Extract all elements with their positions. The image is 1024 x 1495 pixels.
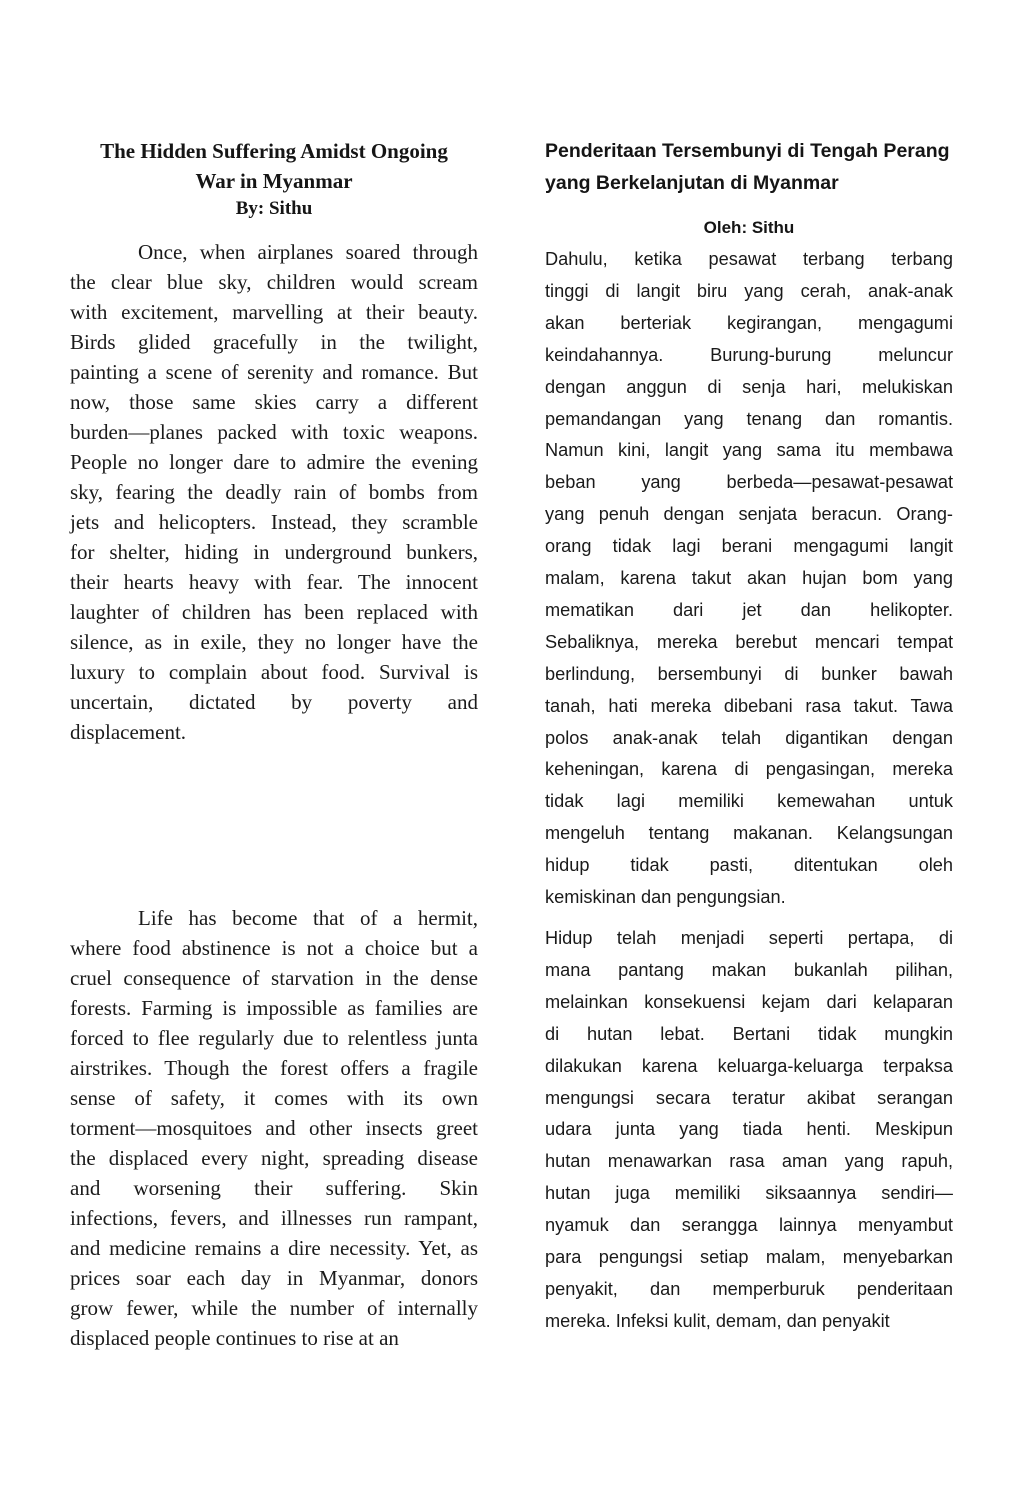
english-title-line-1: The Hidden Suffering Amidst Ongoing bbox=[100, 139, 448, 163]
text-line: beban yang berbeda—pesawat-pesawat bbox=[545, 472, 953, 493]
indonesian-title-line-1: Penderitaan Tersembunyi di Tengah Perang bbox=[545, 140, 950, 162]
text-line: now, those same skies carry a different bbox=[70, 390, 478, 414]
text-line: infections, fevers, and illnesses run rampant, bbox=[70, 1206, 478, 1230]
text-line: People no longer dare to admire the evening bbox=[70, 450, 478, 474]
text-line: pemandangan yang tenang dan romantis. bbox=[545, 408, 953, 429]
text-line: laughter of children has been replaced with bbox=[70, 600, 478, 624]
text-line: hutan juga memiliki siksaannya sendiri— bbox=[545, 1183, 953, 1204]
text-line: orang tidak lagi berani mengagumi langit bbox=[545, 536, 953, 557]
text-line: with excitement, marvelling at their beauty. bbox=[70, 300, 478, 324]
text-line: akan berteriak kegirangan, mengagumi bbox=[545, 312, 953, 333]
text-line: and worsening their suffering. Skin bbox=[70, 1176, 478, 1200]
english-byline: By: Sithu bbox=[235, 198, 313, 219]
text-line: nyamuk dan serangga lainnya menyambut bbox=[545, 1215, 953, 1236]
text-line: Dahulu, ketika pesawat terbang terbang bbox=[545, 249, 953, 269]
text-line: yang penuh dengan senjata beracun. Orang- bbox=[545, 504, 953, 525]
text-line: Life has become that of a hermit, bbox=[138, 906, 478, 930]
text-line: Birds glided gracefully in the twilight, bbox=[70, 330, 478, 354]
text-line: and medicine remains a dire necessity. Yet, as bbox=[70, 1236, 478, 1260]
text-line: hutan menawarkan rasa aman yang rapuh, bbox=[545, 1151, 953, 1172]
text-line: silence, as in exile, they no longer have the bbox=[70, 630, 478, 654]
text-line: Namun kini, langit yang sama itu membawa bbox=[545, 440, 953, 461]
text-line: displacement. bbox=[70, 720, 187, 744]
text-line: luxury to complain about food. Survival is bbox=[70, 660, 478, 684]
text-line: mengeluh tentang makanan. Kelangsungan bbox=[545, 823, 953, 844]
text-line: displaced people continues to rise at an bbox=[70, 1326, 399, 1350]
text-line: forests. Farming is impossible as families are bbox=[70, 996, 478, 1020]
text-line: udara junta yang tiada henti. Meskipun bbox=[545, 1119, 953, 1140]
text-line: their hearts heavy with fear. The innocent bbox=[70, 570, 478, 594]
text-line: grow fewer, while the number of internally bbox=[70, 1296, 478, 1320]
text-line: para pengungsi setiap malam, menyebarkan bbox=[545, 1247, 953, 1267]
text-line: malam, karena takut akan hujan bom yang bbox=[545, 568, 953, 588]
text-line: keindahannya. Burung-burung meluncur bbox=[545, 344, 953, 365]
english-title-line-2: War in Myanmar bbox=[195, 169, 353, 193]
text-line: the displaced every night, spreading disease bbox=[70, 1146, 478, 1170]
indonesian-title-line-2: yang Berkelanjutan di Myanmar bbox=[545, 172, 839, 194]
text-line: Hidup telah menjadi seperti pertapa, di bbox=[545, 928, 953, 948]
text-line: dengan anggun di senja hari, melukiskan bbox=[545, 376, 953, 397]
text-line: di hutan lebat. Bertani tidak mungkin bbox=[545, 1023, 953, 1044]
text-line: mematikan dari jet dan helikopter. bbox=[545, 599, 953, 620]
text-line: uncertain, dictated by poverty and bbox=[70, 690, 478, 714]
text-line: tidak lagi memiliki kemewahan untuk bbox=[545, 791, 953, 812]
text-line: jets and helicopters. Instead, they scramble bbox=[70, 510, 478, 534]
text-line: the clear blue sky, children would scream bbox=[70, 270, 478, 294]
text-line: penyakit, dan memperburuk penderitaan bbox=[545, 1278, 953, 1299]
text-line: dilakukan karena keluarga-keluarga terpaksa bbox=[545, 1055, 953, 1076]
text-line: Sebaliknya, mereka berebut mencari tempat bbox=[545, 631, 953, 652]
text-line: berlindung, bersembunyi di bunker bawah bbox=[545, 663, 953, 684]
text-line: melainkan konsekuensi kejam dari kelaparan bbox=[545, 991, 953, 1012]
text-line: mengungsi secara teratur akibat serangan bbox=[545, 1087, 953, 1108]
text-line: painting a scene of serenity and romance. But bbox=[70, 360, 478, 384]
text-line: for shelter, hiding in underground bunkers, bbox=[70, 540, 478, 564]
text-line: kemiskinan dan pengungsian. bbox=[545, 887, 786, 907]
text-line: keheningan, karena di pengasingan, mereka bbox=[545, 759, 953, 780]
text-line: sense of safety, it comes with its own bbox=[70, 1086, 478, 1110]
text-line: burden—planes packed with toxic weapons. bbox=[70, 420, 478, 444]
text-line: polos anak-anak telah digantikan dengan bbox=[545, 727, 953, 748]
text-line: mereka. Infeksi kulit, demam, dan penyakit bbox=[545, 1310, 890, 1331]
text-line: airstrikes. Though the forest offers a fragile bbox=[70, 1056, 478, 1080]
text-line: prices soar each day in Myanmar, donors bbox=[70, 1266, 478, 1290]
text-line: mana pantang makan bukanlah pilihan, bbox=[545, 959, 953, 980]
text-line: sky, fearing the deadly rain of bombs from bbox=[70, 480, 478, 504]
text-line: where food abstinence is not a choice but a bbox=[70, 936, 478, 960]
text-line: torment—mosquitoes and other insects greet bbox=[70, 1116, 478, 1140]
indonesian-byline: Oleh: Sithu bbox=[703, 218, 795, 237]
text-line: cruel consequence of starvation in the dense bbox=[70, 966, 478, 990]
text-line: tinggi di langit biru yang cerah, anak-anak bbox=[545, 280, 953, 301]
text-line: Once, when airplanes soared through bbox=[138, 240, 478, 264]
text-line: tanah, hati mereka dibebani rasa takut. Tawa bbox=[545, 695, 953, 716]
text-line: hidup tidak pasti, ditentukan oleh bbox=[545, 855, 953, 876]
text-line: forced to flee regularly due to relentless junta bbox=[70, 1026, 478, 1050]
